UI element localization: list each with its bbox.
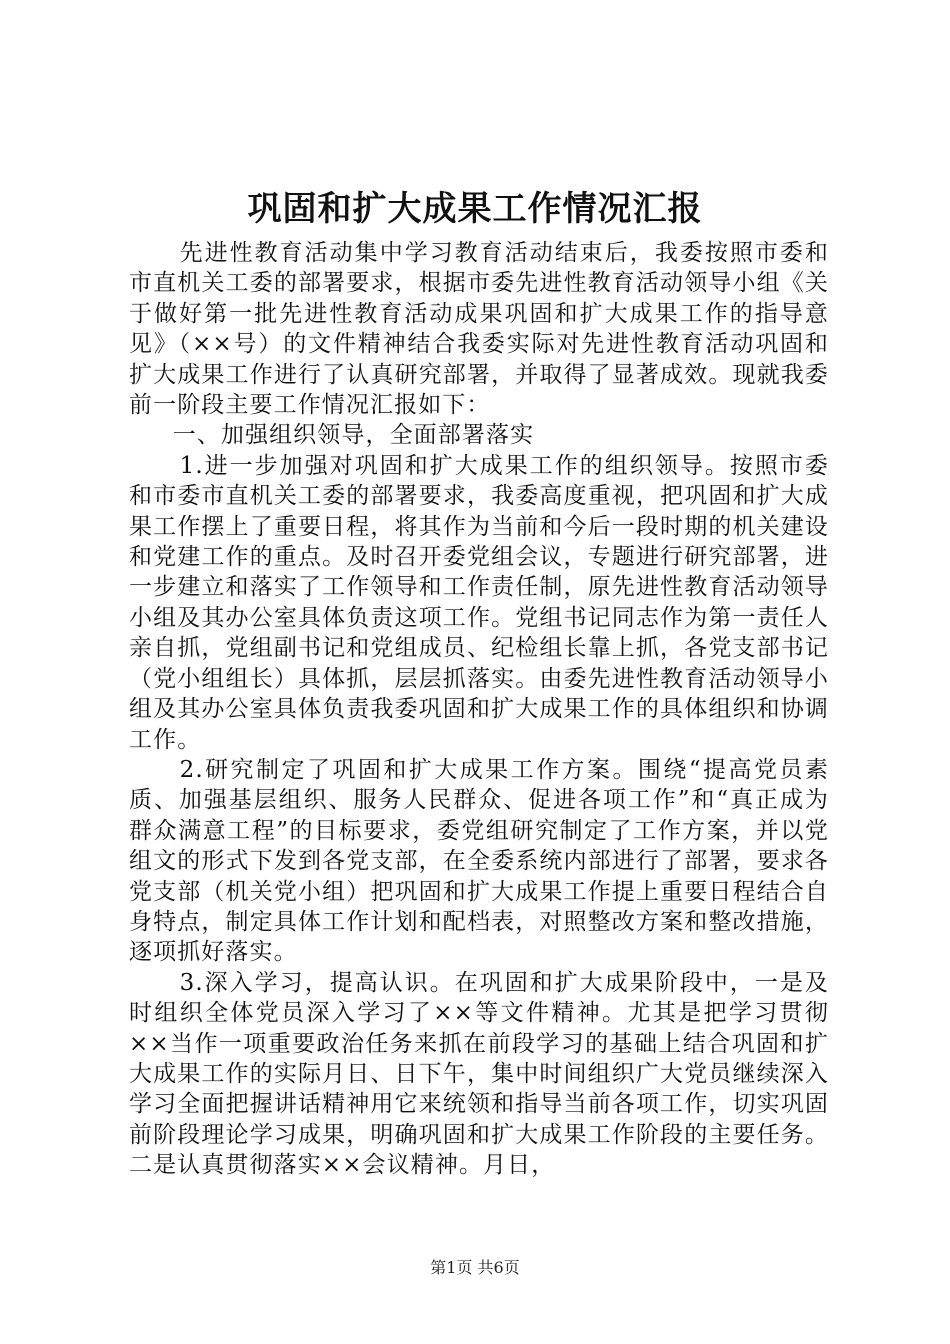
document-body bbox=[129, 238, 829, 1181]
paragraph-item-1: 1.进一步加强对巩固和扩大成果工作的组织领导。按照市委和市委市直机关工委的部署要求，我委高度重视，把巩固和扩大成果工作摆上了重要日程，将其作为当前和今后一段时期的机关建设和党建工作的重点。及时召开委党组会议，专题进行研究部署，进一步建立和落实了工作领导和工作责任制，原先进性教育活动领导小组及其办公室具体负责这项工作。党组书记同志作为第一责任人亲自抓，党组副书记和党组成员、纪检组长靠上抓，各党支部书记（党小组组长）具体抓，层层抓落实。由委先进性教育活动领导小组及其办公室具体负责我委巩固和扩大成果工作的具体组织和协调工作。 bbox=[129, 452, 829, 753]
page-number-footer: 第1页 共6页 bbox=[430, 1258, 520, 1277]
section-heading-1: 一、加强组织领导，全面部署落实 bbox=[172, 422, 535, 449]
paragraph-item-2: 2.研究制定了巩固和扩大成果工作方案。围绕“提高党员素质、加强基层组织、服务人民群众、促进各项工作”和“真正成为群众满意工程”的目标要求，委党组研究制定了工作方案，并以党组文的形式下发到各党支部，在全委系统内部进行了部署，要求各党支部（机关党小组）把巩固和扩大成果工作提上重要日程结合自身特点，制定具体工作计划和配档表，对照整改方案和整改措施，逐项抓好落实。 bbox=[129, 756, 829, 966]
paragraph-intro: 先进性教育活动集中学习教育活动结束后，我委按照市委和市直机关工委的部署要求，根据市委先进性教育活动领导小组《关于做好第一批先进性教育活动成果巩固和扩大成果工作的指导意见》（××号）的文件精神结合我委实际对先进性教育活动巩固和扩大成果工作进行了认真研究部署，并取得了显著成效。现就我委前一阶段主要工作情况汇报如下： bbox=[129, 240, 829, 419]
paragraph-item-3: 3.深入学习，提高认识。在巩固和扩大成果阶段中，一是及时组织全体党员深入学习了××等文件精神。尤其是把学习贯彻××当作一项重要政治任务来抓在前段学习的基础上结合巩固和扩大成果工作的实际月日、日下午，集中时间组织广大党员继续深入学习全面把握讲话精神用它来统领和指导当前各项工作，切实巩固前阶段理论学习成果，明确巩固和扩大成果工作阶段的主要任务。二是认真贯彻落实××会议精神。月日， bbox=[129, 969, 829, 1179]
document-title: 巩固和扩大成果工作情况汇报 bbox=[247, 189, 703, 229]
